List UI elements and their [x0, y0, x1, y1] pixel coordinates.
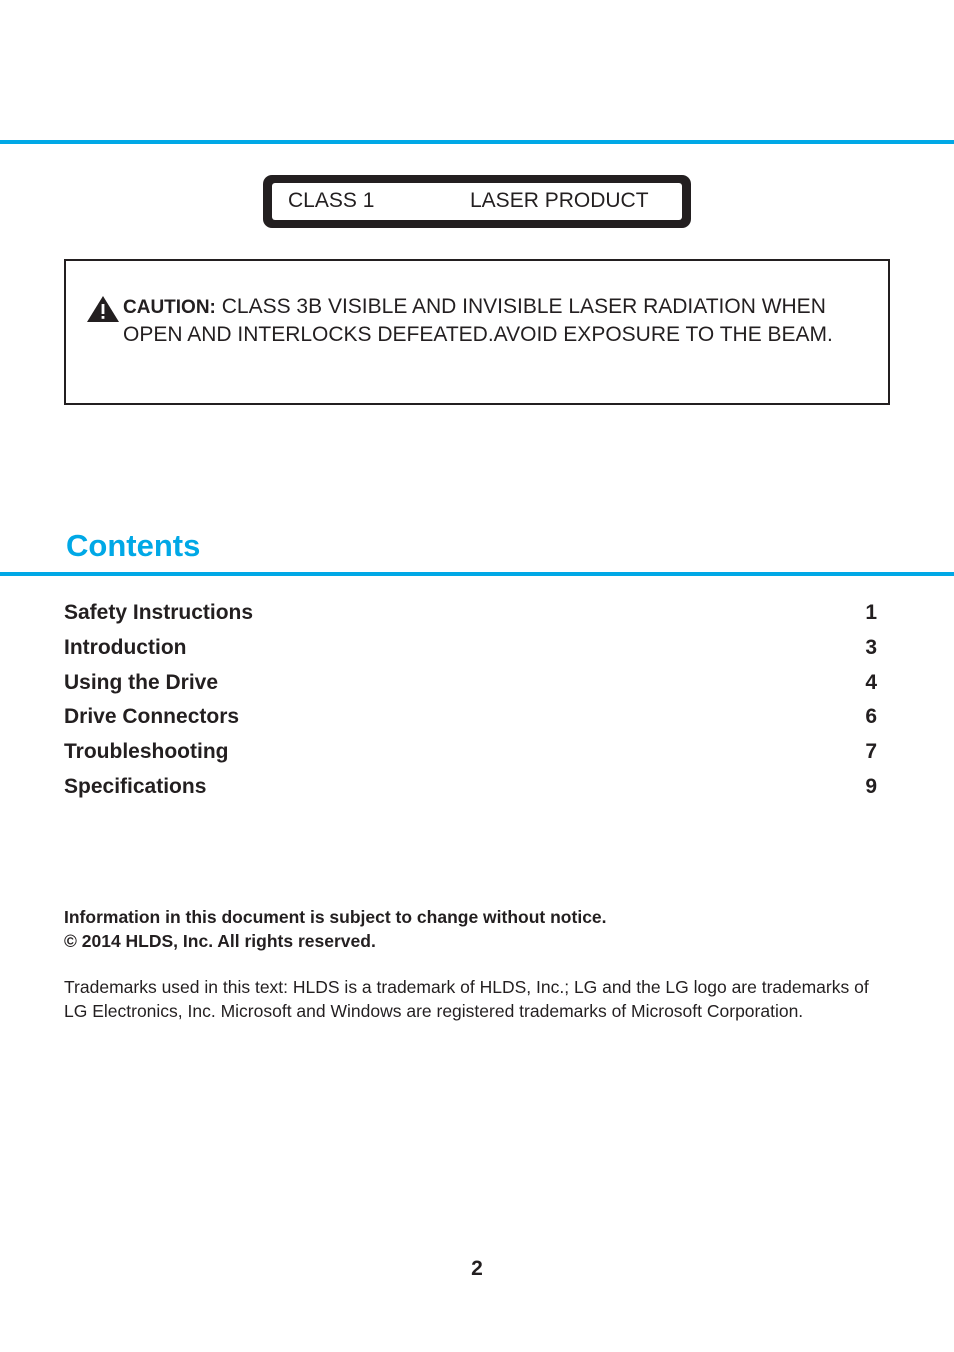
laser-label-inner [272, 183, 682, 220]
notice-block [64, 906, 607, 953]
toc-item-using-the-drive[interactable] [64, 667, 877, 702]
table-of-contents [64, 597, 877, 806]
toc-item-page: 3 [865, 635, 877, 659]
toc-item-safety-instructions[interactable] [64, 597, 877, 632]
caution-body: CLASS 3B VISIBLE AND INVISIBLE LASER RADIATION WHEN OPEN AND INTERLOCKS DEFEATED.AVOID EXPOSURE TO THE BEAM. [123, 295, 833, 346]
contents-title: Contents [66, 528, 201, 563]
toc-item-drive-connectors[interactable] [64, 701, 877, 736]
top-divider [0, 140, 954, 144]
caution-text [123, 293, 863, 348]
toc-item-specifications[interactable] [64, 771, 877, 806]
copyright-line: © 2014 HLDS, Inc. All rights reserved. [64, 930, 376, 951]
toc-item-page: 6 [865, 705, 877, 729]
notice-line: Information in this document is subject to change without notice. [64, 907, 607, 927]
toc-item-title: Introduction [64, 635, 187, 659]
toc-item-title: Drive Connectors [64, 705, 240, 729]
toc-item-title: Using the Drive [64, 670, 219, 694]
contents-divider [0, 572, 954, 576]
toc-item-troubleshooting[interactable] [64, 736, 877, 771]
laser-class-label [263, 175, 691, 228]
toc-item-page: 9 [865, 774, 877, 798]
toc-item-page: 1 [865, 601, 877, 624]
warning-triangle-icon [86, 295, 120, 323]
caution-label: CAUTION: [123, 297, 216, 318]
laser-product-text: LASER PRODUCT [470, 189, 649, 212]
toc-item-page: 4 [865, 670, 877, 694]
toc-item-title: Troubleshooting [64, 740, 229, 764]
caution-box [64, 259, 890, 405]
page-number: 2 [471, 1257, 483, 1280]
trademarks-paragraph: Trademarks used in this text: HLDS is a trademark of HLDS, Inc.; LG and the LG logo are trademarks of LG Electronics, Inc. Microsoft and Windows are registered trademarks of Microsoft Corporation. [64, 977, 869, 1021]
toc-item-introduction[interactable] [64, 632, 877, 667]
laser-class-text: CLASS 1 [288, 189, 375, 212]
toc-item-page: 7 [865, 740, 877, 764]
toc-item-title: Specifications [64, 774, 207, 798]
toc-item-title: Safety Instructions [64, 601, 254, 624]
